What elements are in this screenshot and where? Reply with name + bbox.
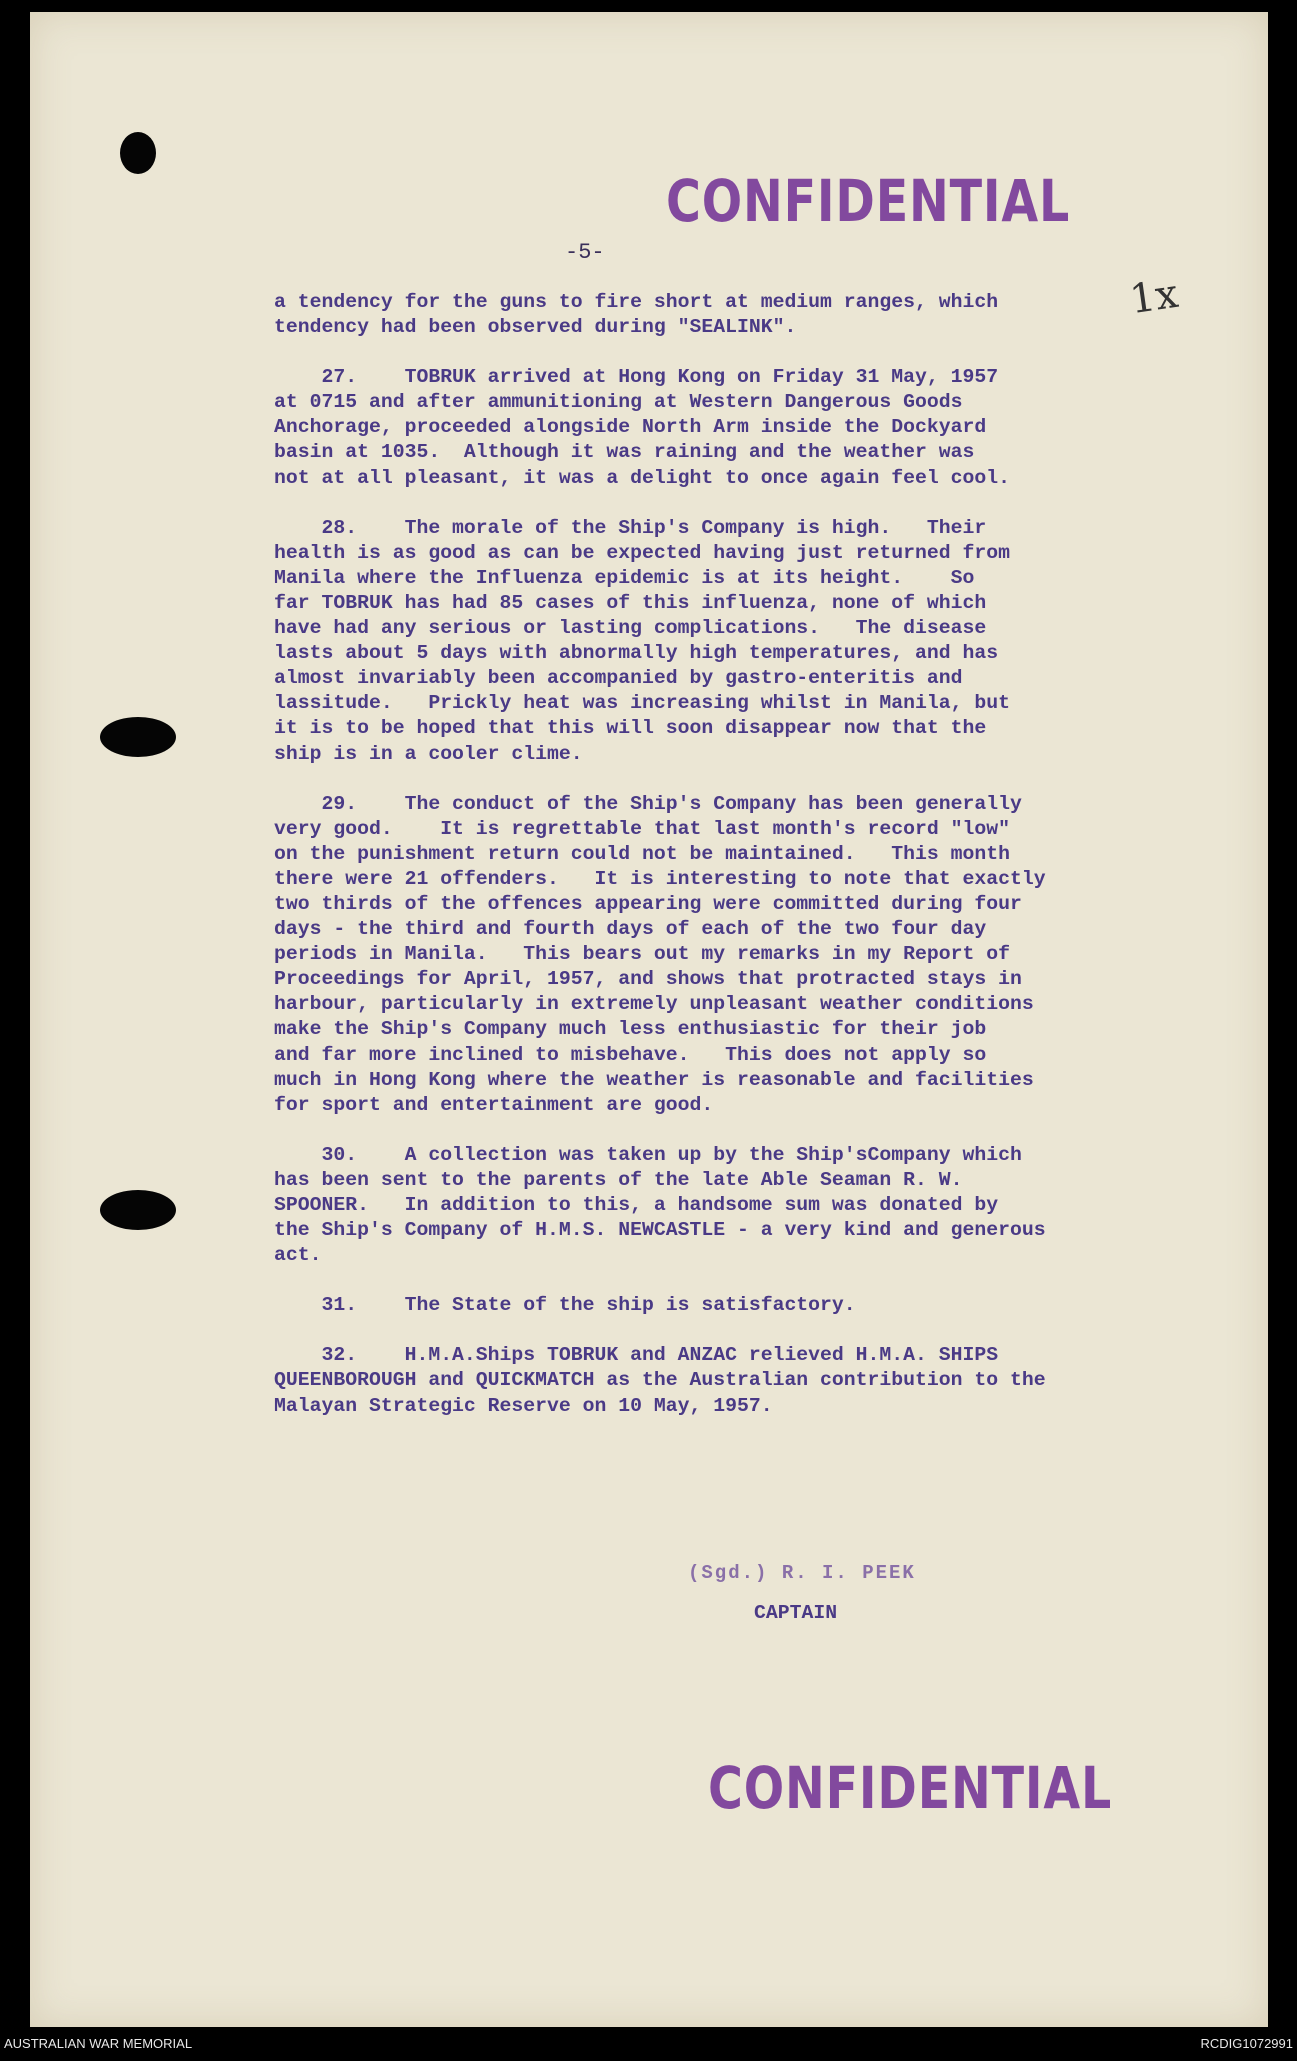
text-line: it is to be hoped that this will soon disappear now that the [274,717,987,740]
text-line: two thirds of the offences appearing were committed during four [274,892,1022,915]
text-line: make the Ship's Company much less enthusiastic for their job [274,1018,987,1041]
text-line: the Ship's Company of H.M.S. NEWCASTLE - a very kind and generous [274,1219,1046,1242]
text-line: Anchorage, proceeded alongside North Arm inside the Dockyard [274,416,987,439]
text-line: on the punishment return could not be maintained. This month [274,842,1010,865]
text-line: harbour, particularly in extremely unpleasant weather conditions [274,993,1034,1016]
text-line: 29. The conduct of the Ship's Company has been generally [274,792,1022,815]
confidential-stamp-top: CONFIDENTIAL [666,167,1071,235]
text-line: far TOBRUK has had 85 cases of this influenza, none of which [274,591,987,614]
footer-record-id: RCDIG1072991 [1200,2036,1293,2051]
body-text [274,290,1114,1444]
text-line: days - the third and fourth days of each of the two four day [274,918,987,941]
text-line: there were 21 offenders. It is interesting to note that exactly [274,867,1046,890]
paragraph [274,290,1114,340]
punch-hole-middle [100,717,176,757]
text-line: tendency had been observed during "SEALINK". [274,316,797,339]
text-line: and far more inclined to misbehave. This does not apply so [274,1043,987,1066]
text-line: 30. A collection was taken up by the Ship'sCompany which [274,1143,1022,1166]
paragraph [274,792,1114,1118]
text-line: lassitude. Prickly heat was increasing whilst in Manila, but [274,692,1010,715]
text-line: 31. The State of the ship is satisfactory. [274,1294,856,1317]
paragraph [274,1293,1114,1318]
text-line: ship is in a cooler clime. [274,742,583,765]
paragraph [274,516,1114,767]
page-number: -5- [565,240,605,265]
text-line: 28. The morale of the Ship's Company is high. Their [274,516,987,539]
text-line: Manila where the Influenza epidemic is at its height. So [274,566,975,589]
text-line: SPOONER. In addition to this, a handsome sum was donated by [274,1194,999,1216]
text-line: QUEENBOROUGH and QUICKMATCH as the Australian contribution to the [274,1369,1046,1392]
text-line: 32. H.M.A.Ships TOBRUK and ANZAC relieved H.M.A. SHIPS [274,1344,999,1367]
text-line: not at all pleasant, it was a delight to once again feel cool. [274,466,1010,489]
text-line: at 0715 and after ammunitioning at Western Dangerous Goods [274,391,963,414]
paragraph [274,365,1114,490]
confidential-stamp-bottom: CONFIDENTIAL [708,1754,1113,1822]
text-line: 27. TOBRUK arrived at Hong Kong on Friday 31 May, 1957 [274,366,999,389]
text-line: periods in Manila. This bears out my remarks in my Report of [274,943,1010,966]
text-line: much in Hong Kong where the weather is reasonable and facilities [274,1068,1034,1091]
signature: (Sgd.) R. I. PEEK [688,1562,916,1584]
paragraph [274,1343,1114,1418]
text-line: almost invariably been accompanied by gastro-enteritis and [274,667,963,690]
text-line: health is as good as can be expected having just returned from [274,541,1010,564]
text-line: lasts about 5 days with abnormally high temperatures, and has [274,642,999,665]
text-line: a tendency for the guns to fire short at medium ranges, which [274,291,999,313]
text-line: for sport and entertainment are good. [274,1093,714,1116]
text-line: Proceedings for April, 1957, and shows that protracted stays in [274,968,1022,991]
text-line: have had any serious or lasting complications. The disease [274,617,987,640]
document-page [30,12,1268,2027]
signatory-title: CAPTAIN [754,1602,838,1624]
text-line: Malayan Strategic Reserve on 10 May, 1957. [274,1394,773,1417]
footer [0,2027,1297,2061]
footer-source: AUSTRALIAN WAR MEMORIAL [4,2036,193,2051]
handwritten-annotation: 1x [1127,270,1181,324]
text-line: has been sent to the parents of the late Able Seaman R. W. [274,1168,963,1191]
text-line: act. [274,1244,322,1267]
paragraph [274,1143,1114,1268]
punch-hole-top [120,132,156,174]
punch-hole-bottom [100,1190,176,1230]
text-line: basin at 1035. Although it was raining and the weather was [274,441,975,464]
text-line: very good. It is regrettable that last month's record "low" [274,817,1010,840]
